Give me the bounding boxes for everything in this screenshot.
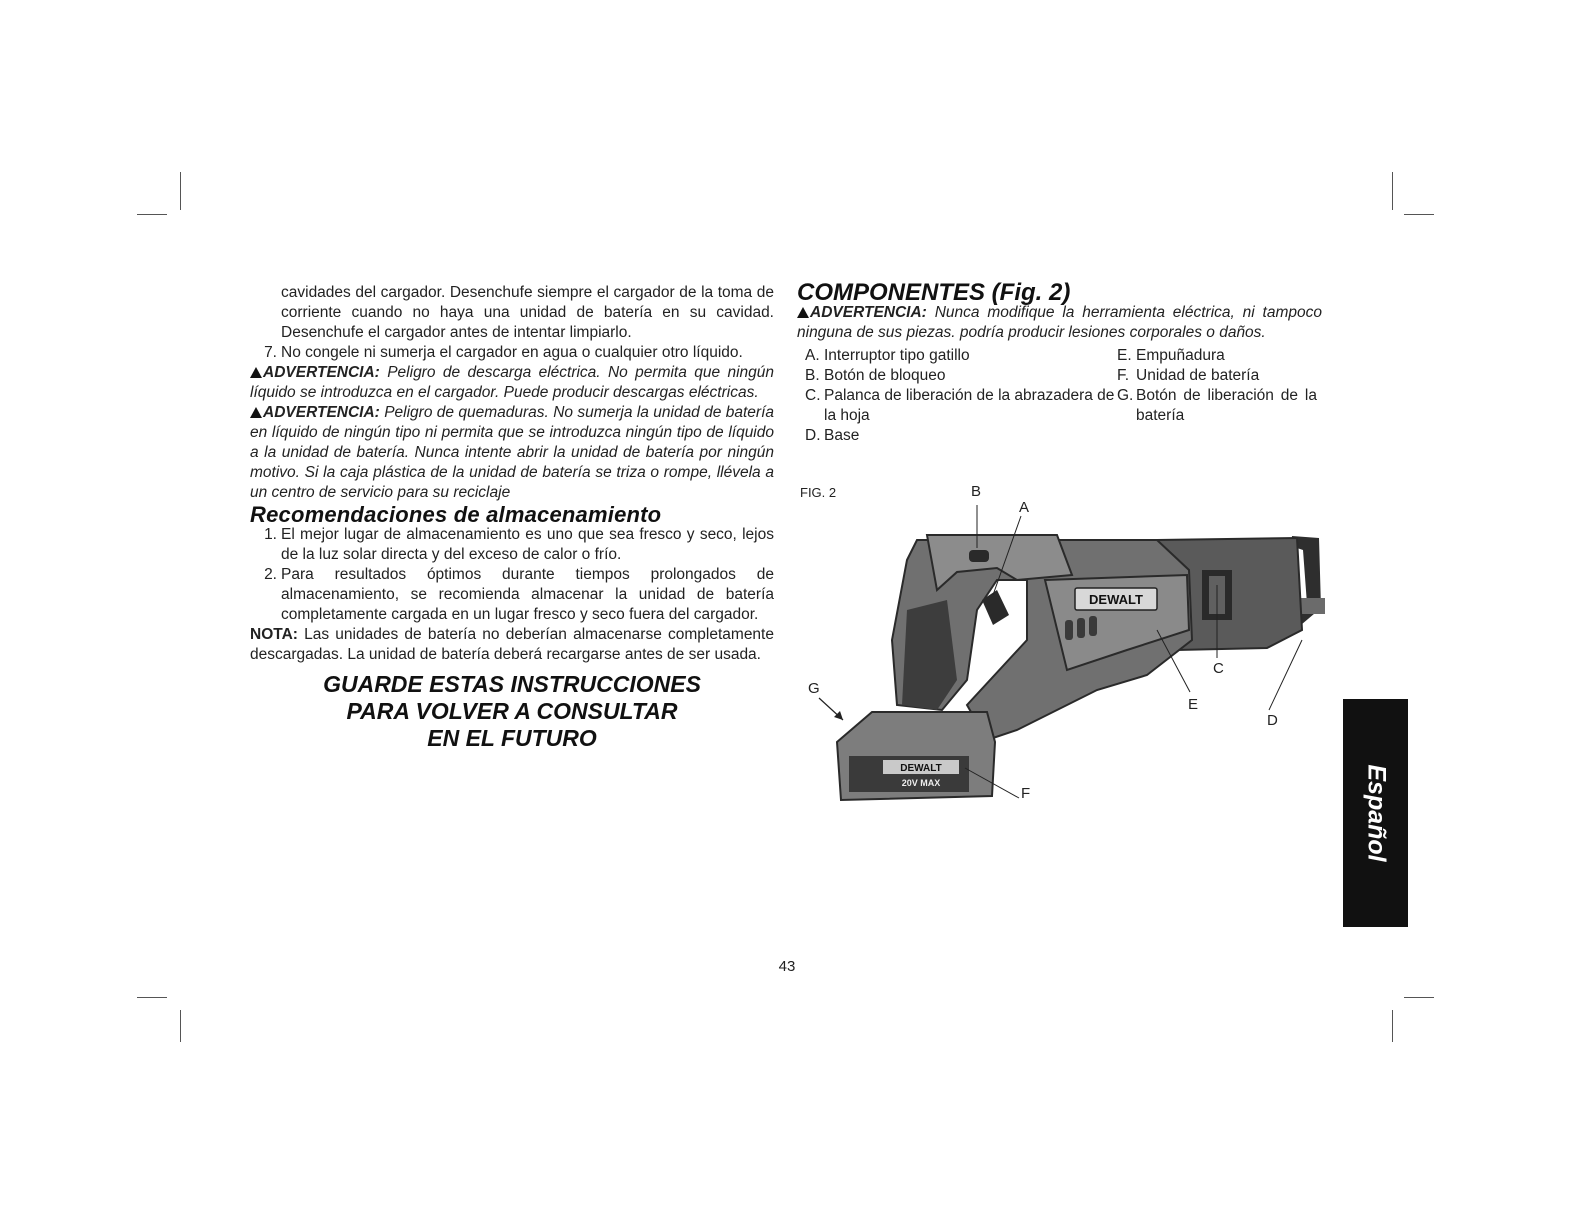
- lock-off-button: [969, 550, 989, 562]
- crop-mark: [180, 1010, 181, 1042]
- language-tab-label: Español: [1362, 764, 1390, 862]
- list-item: C. Palanca de liberación de la abrazadera de la hoja: [805, 387, 1115, 424]
- list-item: D. Base: [805, 427, 860, 444]
- list-item: 7. No congele ni sumerja el cargador en agua o cualquier otro líquido.: [264, 344, 743, 361]
- list-item: G. Botón de liberación de la batería: [1117, 387, 1317, 424]
- language-tab: [1343, 699, 1408, 927]
- figure-label-b: B: [971, 483, 982, 500]
- vent-slot: [1077, 618, 1085, 638]
- crop-mark: [1392, 1010, 1393, 1042]
- brand-text: DEWALT: [1089, 592, 1143, 607]
- figure-label-a: A: [1019, 499, 1030, 516]
- figure-label-d: D: [1267, 712, 1278, 729]
- figure-label-c: C: [1213, 660, 1224, 677]
- crop-mark: [1404, 997, 1434, 998]
- warning-modify: ADVERTENCIA: Nunca modifique la herramienta eléctrica, ni tampoco ninguna de sus piezas. podría producir lesiones corporales o daños.: [797, 304, 1322, 341]
- warning-shock: ADVERTENCIA: Peligro de descarga eléctrica. No permita que ningún líquido se introduzca en el cargador. Puede producir descargas eléctricas.: [250, 364, 774, 401]
- list-item: A. Interruptor tipo gatillo: [805, 347, 970, 364]
- crop-mark: [1392, 172, 1393, 210]
- storage-heading: Recomendaciones de almacenamiento: [250, 502, 662, 527]
- crop-mark: [137, 214, 167, 215]
- crop-mark: [1404, 214, 1434, 215]
- right-column: [797, 279, 1322, 446]
- left-column: [250, 283, 774, 752]
- components-list-left: [797, 346, 1115, 446]
- nota-paragraph: NOTA: Las unidades de batería no deberían almacenarse completamente descargadas. La unidad de batería deberá recargarse antes de ser usada.: [250, 626, 774, 663]
- figure-caption: FIG. 2: [800, 485, 837, 500]
- components-list: [797, 346, 1322, 446]
- reciprocating-saw-illustration: [797, 480, 1337, 820]
- vent-slot: [1089, 616, 1097, 636]
- warning-burn: ADVERTENCIA: Peligro de quemaduras. No sumerja la unidad de batería en líquido de ningún tipo ni permita que se introduzca ningún tipo de líquido a la unidad de batería. Nunca intente abrir la unidad de batería por ningún motivo. Si la caja plástica de la unidad de batería se triza o rompe, llévela a un centro de servicio para su reciclaje: [250, 404, 774, 501]
- list-item: 1. El mejor lugar de almacenamiento es uno que sea fresco y seco, lejos de la luz solar directa y del exceso de calor o frío.: [264, 526, 774, 563]
- figure-reciprocating-saw: [797, 480, 1337, 820]
- list-item: F. Unidad de batería: [1117, 367, 1260, 384]
- warning-triangle-icon: [250, 367, 262, 378]
- vent-slot: [1065, 620, 1073, 640]
- figure-label-f: F: [1021, 785, 1031, 802]
- figure-label-e: E: [1188, 696, 1199, 713]
- crop-mark: [137, 997, 167, 998]
- leader-line-d: [1269, 640, 1302, 710]
- list-item: B. Botón de bloqueo: [805, 367, 946, 384]
- list-item: 2. Para resultados óptimos durante tiempos prolongados de almacenamiento, se recomienda almacenar la unidad de batería completamente cargada en un lugar fresco y seco fuera del cargador.: [264, 566, 774, 623]
- crop-mark: [180, 172, 181, 210]
- components-heading: COMPONENTES (Fig. 2): [797, 279, 1071, 306]
- battery-brand-text: DEWALT: [900, 763, 942, 774]
- warning-triangle-icon: [797, 307, 809, 318]
- charger-paragraph: cavidades del cargador. Desenchufe siempre el cargador de la toma de corriente cuando no haya una unidad de batería en su cavidad. Desenchufe el cargador antes de intentar limpiarlo.: [281, 284, 774, 341]
- components-list-right: [1117, 346, 1317, 446]
- warning-triangle-icon: [250, 407, 262, 418]
- battery-voltage-text: 20V MAX: [901, 778, 941, 788]
- list-item: E. Empuñadura: [1117, 347, 1225, 364]
- page-number: 43: [778, 958, 796, 975]
- figure-label-g: G: [808, 680, 820, 697]
- save-instructions-heading: GUARDE ESTAS INSTRUCCIONES PARA VOLVER A CONSULTAR EN EL FUTURO: [323, 671, 701, 751]
